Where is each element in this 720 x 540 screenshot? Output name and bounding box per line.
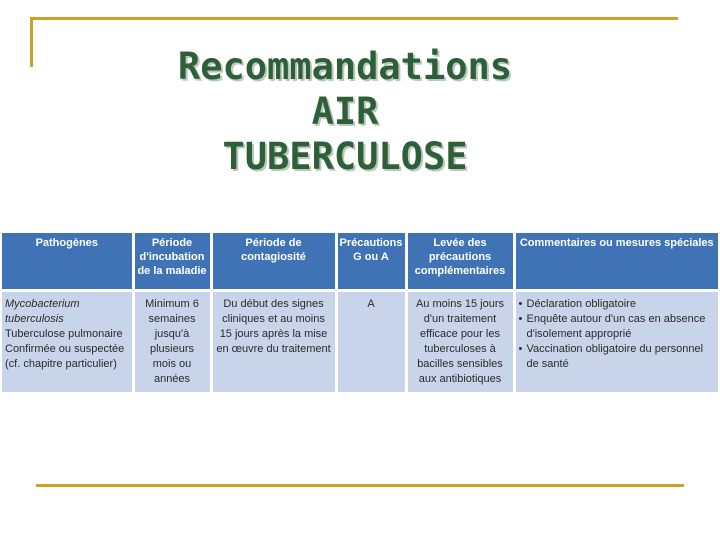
recommendations-table bbox=[2, 233, 718, 392]
header-pathogenes: Pathogènes bbox=[2, 233, 133, 289]
list-item: • Déclaration obligatoire bbox=[519, 297, 716, 312]
decorative-bottom-rule bbox=[36, 484, 684, 487]
cell-levee: Au moins 15 jours d'un traitement efficace pour les tuberculoses à bacilles sensibles aux antibiotiques bbox=[406, 292, 514, 392]
cell-pathogen bbox=[2, 292, 133, 392]
slide-title bbox=[0, 44, 690, 179]
decorative-top-rule bbox=[30, 17, 678, 20]
title-line-2: AIR bbox=[311, 90, 379, 133]
header-commentaires: Commentaires ou mesures spéciales bbox=[514, 233, 718, 289]
pathogen-disease: Tuberculose pulmonaire bbox=[5, 328, 123, 340]
header-incubation: Période d'incubation de la maladie bbox=[133, 233, 211, 289]
cell-precautions: A bbox=[336, 292, 406, 392]
header-levee: Levée des précautions complémentaires bbox=[406, 233, 514, 289]
header-precautions: Précautions G ou A bbox=[336, 233, 406, 289]
table-header-row bbox=[2, 233, 718, 289]
comments-list bbox=[519, 297, 716, 372]
pathogen-genus: Mycobacterium bbox=[5, 298, 80, 310]
list-item: • Vaccination obligatoire du personnel de santé bbox=[519, 342, 716, 372]
pathogen-species: tuberculosis bbox=[5, 313, 64, 325]
table-row bbox=[2, 292, 718, 392]
list-item: • Enquête autour d'un cas en absence d'isolement approprié bbox=[519, 312, 716, 342]
pathogen-reference: (cf. chapitre particulier) bbox=[5, 358, 117, 370]
cell-contagiosite: Du début des signes cliniques et au moins 15 jours après la mise en œuvre du traitement bbox=[211, 292, 336, 392]
title-line-3: TUBERCULOSE bbox=[222, 135, 468, 178]
header-contagiosite: Période de contagiosité bbox=[211, 233, 336, 289]
cell-incubation: Minimum 6 semaines jusqu'à plusieurs mois ou années bbox=[133, 292, 211, 392]
title-line-1: Recommandations bbox=[177, 45, 513, 88]
cell-commentaires bbox=[514, 292, 718, 392]
pathogen-status: Confirmée ou suspectée bbox=[5, 343, 125, 355]
